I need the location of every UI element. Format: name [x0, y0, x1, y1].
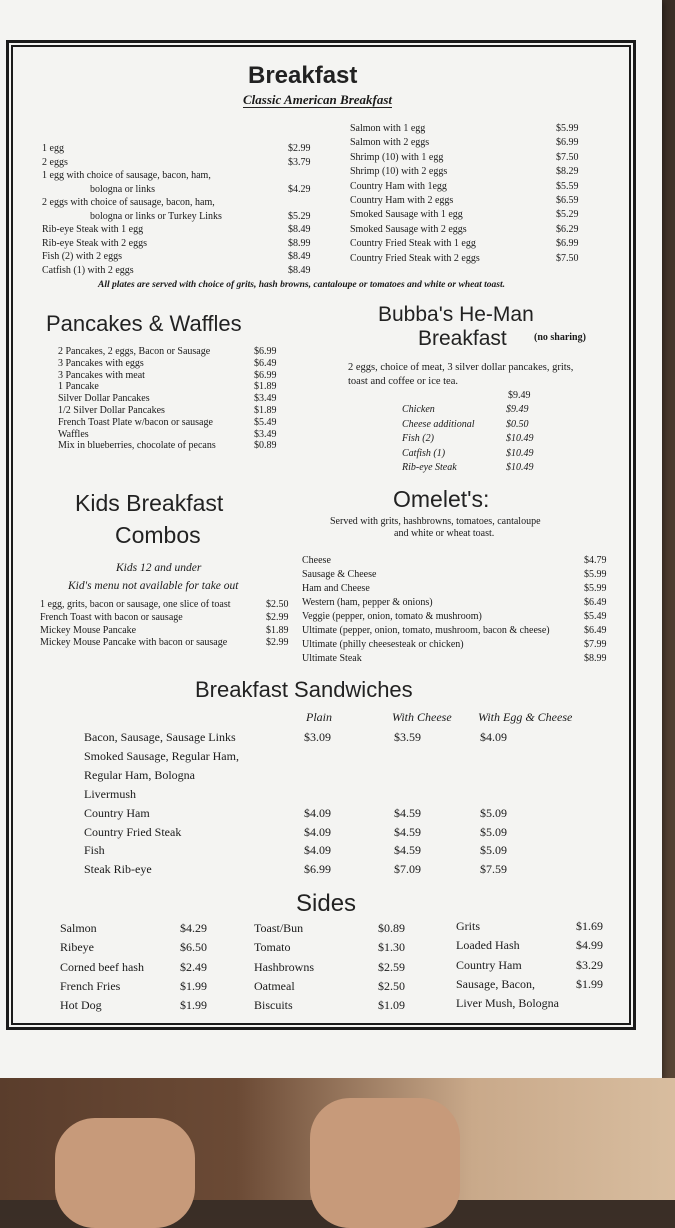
sides-col-2 [254, 922, 410, 1016]
leg-left [55, 1118, 195, 1228]
pancake-item-price: $6.99 [254, 369, 277, 381]
pancake-item-price: $6.49 [254, 357, 277, 369]
breakfast-item-name: 2 eggs with choice of sausage, bacon, ham, [42, 197, 215, 208]
breakfast-item-name: Fish (2) with 2 eggs [42, 251, 122, 262]
pancake-item-price: $0.89 [254, 440, 277, 452]
side-item-price: $1.30 [378, 940, 405, 955]
kids-item-name: French Toast with bacon or sausage [40, 611, 183, 623]
sandwiches-table [84, 731, 524, 881]
side-item-price: $2.49 [180, 959, 207, 974]
breakfast-item-price: $3.79 [288, 156, 311, 168]
sandwich-name: Smoked Sausage, Regular Ham, [84, 748, 239, 763]
pancake-item-name: Silver Dollar Pancakes [58, 393, 150, 405]
side-item-name: French Fries [60, 978, 121, 993]
pancakes-title: Pancakes & Waffles [46, 311, 242, 336]
omelet-item-name: Ultimate (philly cheesesteak or chicken) [302, 639, 464, 650]
side-item-price: $0.89 [378, 921, 405, 935]
breakfast-item-name: Rib-eye Steak with 2 eggs [42, 237, 147, 249]
heman-list [402, 405, 552, 481]
sandwich-col-cheese: With Cheese [392, 710, 452, 724]
kids-item-name: Mickey Mouse Pancake [40, 624, 137, 636]
side-item-price: $3.29 [576, 957, 603, 972]
sides-col-3 [456, 920, 612, 1014]
sandwich-price-cheese: $3.59 [394, 730, 421, 744]
kids-item-price: $2.99 [266, 637, 289, 649]
breakfast-item-name: Catfish (1) with 2 eggs [42, 264, 134, 276]
sandwiches-title: Breakfast Sandwiches [195, 677, 413, 702]
side-item-name: Tomato [254, 940, 291, 955]
breakfast-item-name: Salmon with 2 eggs [350, 137, 430, 149]
breakfast-item-name: 1 egg [42, 143, 64, 154]
sandwich-name: Livermush [84, 786, 136, 801]
pancake-item-price: $1.89 [254, 405, 277, 416]
heman-item-price: $10.49 [506, 462, 534, 473]
side-item-name: Sausage, Bacon, [456, 976, 535, 991]
sandwich-price-plain: $4.09 [304, 824, 331, 839]
heman-item-name: Catfish (1) [402, 447, 446, 459]
kids-list [40, 600, 304, 656]
breakfast-item-price: $8.29 [556, 166, 579, 178]
breakfast-item-price: $5.29 [556, 209, 579, 221]
side-item-price: $1.99 [576, 976, 603, 991]
sandwich-price-egg: $5.09 [480, 824, 507, 839]
sandwich-price-egg: $4.09 [480, 730, 507, 744]
sandwich-price-cheese: $4.59 [394, 843, 421, 858]
side-item-price: $2.50 [378, 978, 405, 993]
breakfast-item-price: $8.49 [288, 264, 311, 276]
breakfast-note: All plates are served with choice of grits, hash browns, cantaloupe or tomatoes and white or wheat toast. [98, 280, 505, 290]
pancake-item-name: Mix in blueberries, chocolate of pecans [58, 440, 216, 452]
omelet-item-price: $6.49 [584, 597, 607, 608]
omelet-item-name: Western (ham, pepper & onions) [302, 597, 433, 608]
kids-takeout-note: Kid's menu not available for take out [68, 580, 239, 592]
kids-title-2: Combos [115, 522, 201, 548]
omelet-item-price: $5.99 [584, 583, 607, 594]
heman-item-name: Fish (2) [402, 433, 434, 444]
heman-desc-2: toast and coffee or ice tea. [348, 376, 458, 387]
sandwich-name: Regular Ham, Bologna [84, 767, 195, 782]
omelet-item-name: Ultimate Steak [302, 653, 362, 664]
pancake-item-price: $3.49 [254, 428, 277, 440]
kids-item-price: $2.50 [266, 599, 289, 610]
sandwich-price-egg: $5.09 [480, 843, 507, 858]
omelets-list [302, 556, 614, 672]
breakfast-item-name: bologna or links [90, 183, 155, 195]
heman-title-2: Breakfast [418, 327, 507, 350]
breakfast-item-name: Country Fried Steak with 2 eggs [350, 252, 480, 264]
heman-item-name: Rib-eye Steak [402, 462, 457, 473]
breakfast-item-name: 2 eggs [42, 156, 68, 168]
breakfast-subtitle: Classic American Breakfast [243, 92, 393, 107]
sandwich-price-egg: $7.59 [480, 862, 507, 877]
side-item-name: Corned beef hash [60, 959, 144, 974]
sandwich-col-plain: Plain [306, 710, 332, 724]
omelet-item-name: Ham and Cheese [302, 583, 370, 594]
pancake-item-name: 3 Pancakes with eggs [58, 357, 144, 369]
heman-item-name: Chicken [402, 404, 435, 415]
side-item-price: $1.09 [378, 998, 405, 1013]
heman-title-1: Bubba's He-Man [378, 303, 534, 326]
breakfast-item-price: $7.50 [556, 252, 579, 264]
breakfast-item-name: Smoked Sausage with 2 eggs [350, 223, 467, 235]
breakfast-item-price: $5.29 [288, 210, 311, 222]
sandwich-col-egg: With Egg & Cheese [478, 710, 573, 724]
side-item-name: Toast/Bun [254, 921, 304, 935]
heman-item-price: $10.49 [506, 447, 534, 459]
breakfast-item-name: Country Ham with 2 eggs [350, 195, 454, 206]
breakfast-item-name: 1 egg with choice of sausage, bacon, ham, [42, 170, 211, 181]
side-item-price: $1.99 [180, 998, 207, 1013]
breakfast-item-name: Rib-eye Steak with 1 egg [42, 224, 144, 235]
breakfast-item-name: Smoked Sausage with 1 egg [350, 209, 463, 221]
pancake-item-price: $6.99 [254, 346, 277, 357]
sandwich-price-cheese: $7.09 [394, 862, 421, 877]
omelet-item-name: Sausage & Cheese [302, 569, 377, 580]
kids-item-name: 1 egg, grits, bacon or sausage, one slice of toast [40, 599, 231, 610]
heman-item-price: $10.49 [506, 433, 534, 444]
breakfast-item-price: $8.49 [288, 251, 311, 262]
breakfast-item-price: $5.99 [556, 123, 579, 134]
breakfast-title: Breakfast [248, 62, 358, 89]
sandwich-name: Country Fried Steak [84, 824, 182, 839]
sandwich-price-plain: $4.09 [304, 843, 331, 858]
pancake-item-name: 1/2 Silver Dollar Pancakes [58, 405, 165, 416]
breakfast-item-price: $5.59 [556, 180, 579, 192]
sandwich-price-plain: $6.99 [304, 862, 331, 877]
breakfast-item-price: $4.29 [288, 183, 311, 195]
side-item-price: $4.99 [576, 938, 603, 953]
omelet-item-price: $5.99 [584, 569, 607, 580]
breakfast-item-name: Salmon with 1 egg [350, 123, 426, 134]
breakfast-item-price: $8.99 [288, 237, 311, 249]
table-surface [0, 1078, 675, 1200]
sandwich-name: Steak Rib-eye [84, 862, 152, 877]
pancake-item-name: 2 Pancakes, 2 eggs, Bacon or Sausage [58, 346, 211, 357]
sandwich-price-cheese: $4.59 [394, 824, 421, 839]
sandwich-price-plain: $4.09 [304, 805, 331, 820]
side-item-name: Hot Dog [60, 998, 102, 1013]
sandwich-name: Country Ham [84, 805, 150, 820]
breakfast-item-price: $6.99 [556, 238, 579, 250]
breakfast-item-price: $6.99 [556, 137, 579, 149]
kids-item-price: $2.99 [266, 611, 289, 623]
sandwich-price-plain: $3.09 [304, 730, 331, 744]
breakfast-item-price: $6.59 [556, 195, 579, 206]
breakfast-item-name: Shrimp (10) with 2 eggs [350, 166, 448, 178]
side-item-name: Oatmeal [254, 978, 295, 993]
pancake-item-name: 3 Pancakes with meat [58, 369, 145, 381]
sides-title: Sides [296, 890, 357, 917]
heman-item-price: $9.49 [506, 404, 529, 415]
kids-age-note: Kids 12 and under [116, 562, 202, 574]
breakfast-right-list [350, 124, 586, 274]
heman-item-name: Cheese additional [402, 418, 475, 430]
omelet-item-name: Cheese [302, 555, 331, 566]
side-item-price: $1.69 [576, 919, 603, 933]
breakfast-left-list [42, 144, 332, 284]
kids-item-price: $1.89 [266, 624, 289, 636]
heman-desc-1: 2 eggs, choice of meat, 3 silver dollar pancakes, grits, [348, 362, 574, 373]
side-item-name: Salmon [60, 921, 97, 935]
heman-item-price: $0.50 [506, 418, 529, 430]
breakfast-item-name: Country Fried Steak with 1 egg [350, 238, 476, 250]
side-item-name: Country Ham [456, 957, 522, 972]
breakfast-item-price: $6.29 [556, 223, 579, 235]
heman-base-price: $9.49 [508, 390, 531, 401]
side-item-price: $2.59 [378, 959, 405, 974]
breakfast-item-name: Country Ham with 1egg [350, 180, 447, 192]
omelet-item-price: $7.99 [584, 639, 607, 650]
side-item-name: Liver Mush, Bologna [456, 996, 559, 1011]
breakfast-item-price: $8.49 [288, 224, 311, 235]
sandwich-name: Fish [84, 843, 105, 858]
pancake-item-price: $1.89 [254, 381, 277, 393]
side-item-name: Hashbrowns [254, 959, 314, 974]
side-item-name: Loaded Hash [456, 938, 520, 953]
side-item-price: $4.29 [180, 921, 207, 935]
side-item-name: Biscuits [254, 998, 293, 1013]
side-item-price: $6.50 [180, 940, 207, 955]
heman-no-sharing: (no sharing) [534, 332, 586, 343]
kids-item-name: Mickey Mouse Pancake with bacon or sausage [40, 637, 228, 649]
pancake-item-price: $5.49 [254, 416, 277, 428]
omelet-item-name: Ultimate (pepper, onion, tomato, mushroom, bacon & cheese) [302, 625, 550, 636]
omelet-item-price: $8.99 [584, 653, 607, 664]
sides-col-1 [60, 922, 216, 1016]
pancake-item-name: French Toast Plate w/bacon or sausage [58, 416, 213, 428]
breakfast-item-price: $2.99 [288, 143, 311, 154]
sandwich-name: Bacon, Sausage, Sausage Links [84, 730, 236, 744]
sandwich-price-egg: $5.09 [480, 805, 507, 820]
side-item-name: Ribeye [60, 940, 94, 955]
pancake-item-name: Waffles [58, 428, 89, 440]
kids-title-1: Kids Breakfast [75, 490, 224, 516]
breakfast-item-name: Shrimp (10) with 1 egg [350, 151, 444, 163]
omelet-item-price: $5.49 [584, 611, 607, 622]
omelets-desc-1: Served with grits, hashbrowns, tomatoes, cantaloupe [330, 516, 541, 527]
omelet-item-price: $4.79 [584, 555, 607, 566]
pancake-item-name: 1 Pancake [58, 381, 99, 393]
omelets-desc-2: and white or wheat toast. [394, 528, 495, 539]
breakfast-item-name: bologna or links or Turkey Links [90, 210, 222, 222]
sandwich-price-cheese: $4.59 [394, 805, 421, 820]
breakfast-item-price: $7.50 [556, 151, 579, 163]
pancakes-list [58, 347, 298, 467]
omelet-item-name: Veggie (pepper, onion, tomato & mushroom) [302, 611, 482, 622]
side-item-name: Grits [456, 919, 480, 933]
omelet-item-price: $6.49 [584, 625, 607, 636]
omelets-title: Omelet's: [393, 486, 490, 512]
side-item-price: $1.99 [180, 978, 207, 993]
pancake-item-price: $3.49 [254, 393, 277, 405]
leg-right [310, 1098, 460, 1228]
